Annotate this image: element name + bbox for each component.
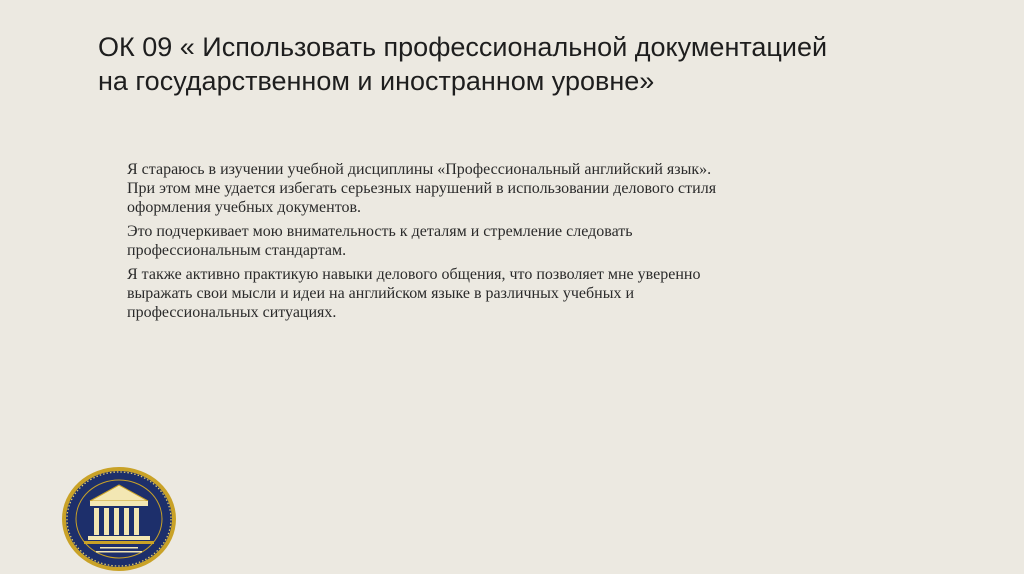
paragraph-line: профессиональным стандартам. xyxy=(127,242,347,259)
title-line-2: на государственном и иностранном уровне» xyxy=(98,66,655,96)
paragraph-1 xyxy=(127,160,927,217)
paragraph-2 xyxy=(127,222,927,260)
paragraph-3 xyxy=(127,265,927,322)
paragraph-line: Я стараюсь в изучении учебной дисциплины «Профессиональный английский язык». xyxy=(127,161,712,178)
paragraph-line: Я также активно практикую навыки делового общения, что позволяет мне уверенно xyxy=(127,266,701,283)
paragraph-line: Это подчеркивает мою внимательность к деталям и стремление следовать xyxy=(127,223,633,240)
slide-body xyxy=(127,160,927,327)
paragraph-line: оформления учебных документов. xyxy=(127,199,362,216)
slide-title xyxy=(98,30,978,98)
paragraph-line: профессиональных ситуациях. xyxy=(127,304,337,321)
college-emblem-icon xyxy=(60,463,178,573)
paragraph-line: выражать свои мысли и идеи на английском языке в различных учебных и xyxy=(127,285,635,302)
title-line-1: ОК 09 « Использовать профессиональной документацией xyxy=(98,32,828,62)
paragraph-line: При этом мне удается избегать серьезных нарушений в использовании делового стиля xyxy=(127,180,717,197)
